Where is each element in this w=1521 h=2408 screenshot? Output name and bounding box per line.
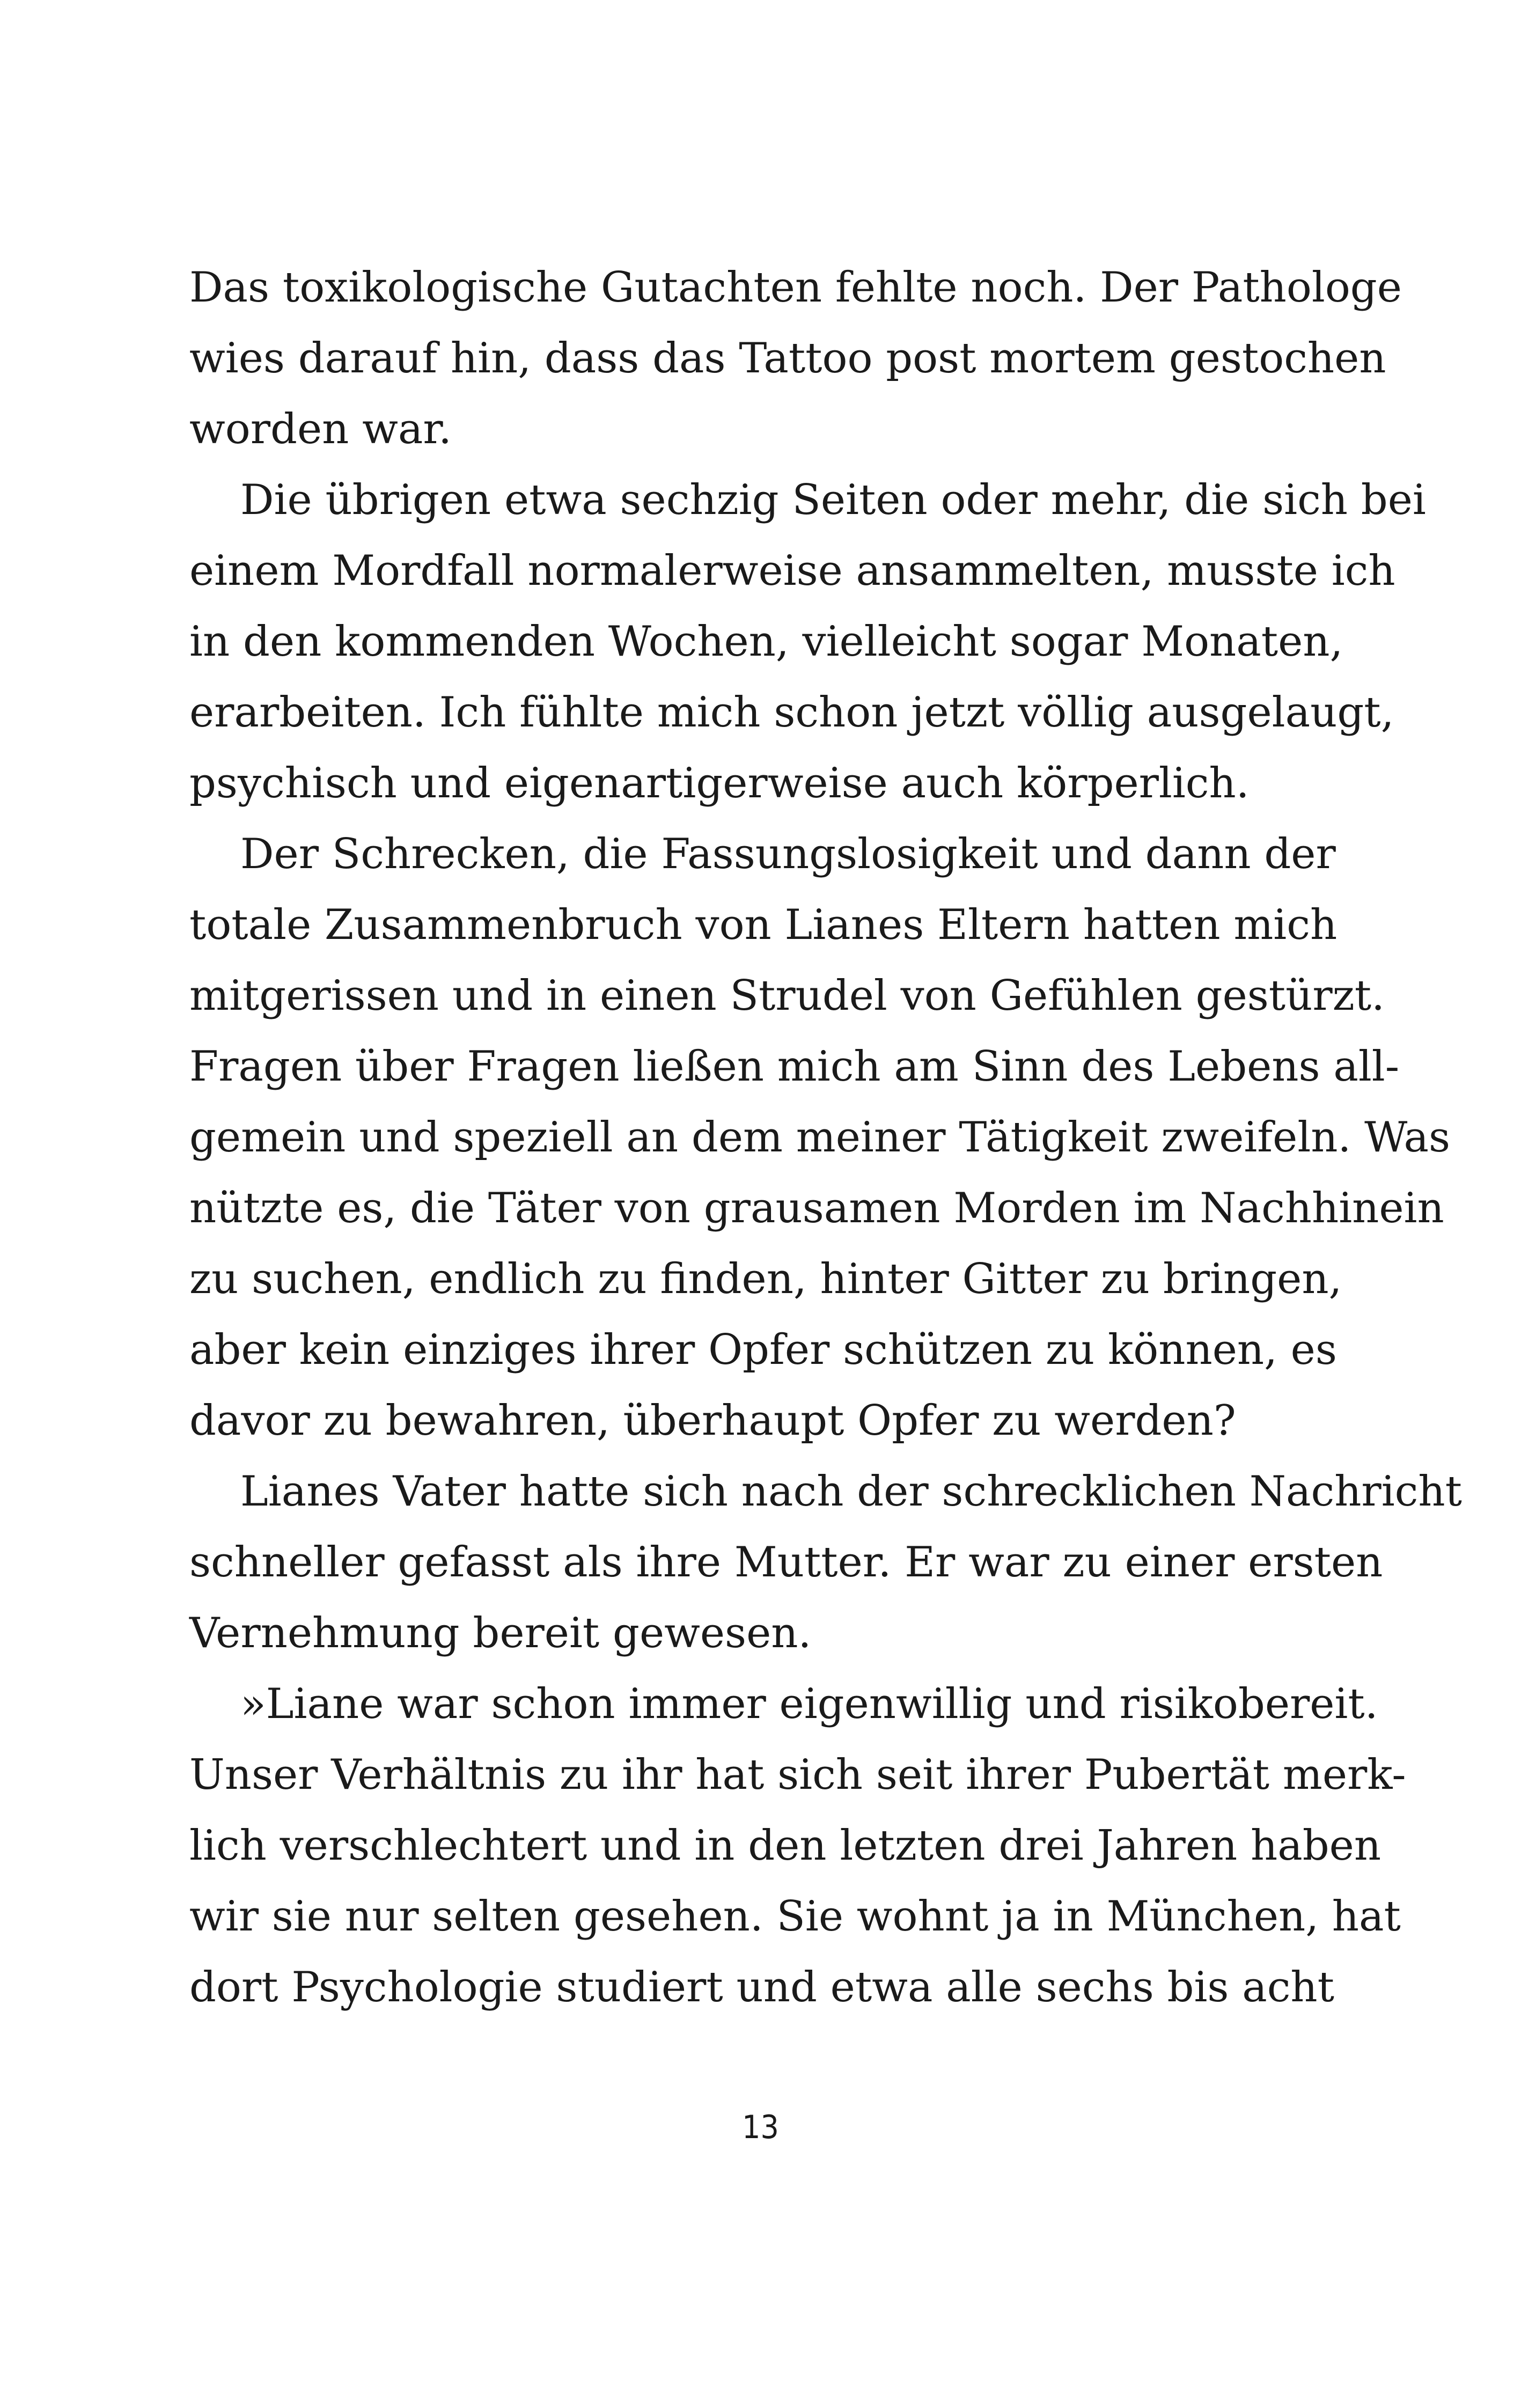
- text-line: Vernehmung bereit gewesen.: [189, 1609, 812, 1657]
- text-line: davor zu bewahren, überhaupt Opfer zu werden?: [189, 1397, 1236, 1445]
- text-line: zu suchen, endlich zu finden, hinter Gitter zu bringen,: [189, 1255, 1342, 1303]
- text-line: Die übrigen etwa sechzig Seiten oder mehr, die sich bei: [240, 476, 1426, 524]
- text-line: Unser Verhältnis zu ihr hat sich seit ihrer Pubertät merk-: [189, 1751, 1406, 1799]
- text-line: totale Zusammenbruch von Lianes Eltern hatten mich: [189, 901, 1338, 949]
- text-line: lich verschlechtert und in den letzten drei Jahren haben: [189, 1822, 1382, 1870]
- text-line: psychisch und eigenartigerweise auch körperlich.: [189, 759, 1250, 807]
- text-line: einem Mordfall normalerweise ansammelten, musste ich: [189, 547, 1395, 595]
- text-line: in den kommenden Wochen, vielleicht sogar Monaten,: [189, 618, 1343, 666]
- text-line: wies darauf hin, dass das Tattoo post mortem gestochen: [189, 334, 1386, 383]
- text-line: schneller gefasst als ihre Mutter. Er war zu einer ersten: [189, 1538, 1383, 1587]
- page-number: 13: [742, 2109, 779, 2146]
- text-line: mitgerissen und in einen Strudel von Gefühlen gestürzt.: [189, 972, 1385, 1020]
- text-line: »Liane war schon immer eigenwillig und risikobereit.: [240, 1680, 1378, 1728]
- text-line: erarbeiten. Ich fühlte mich schon jetzt völlig ausgelaugt,: [189, 688, 1394, 737]
- text-line: Das toxikologische Gutachten fehlte noch. Der Pathologe: [189, 263, 1402, 312]
- text-line: gemein und speziell an dem meiner Tätigkeit zweifeln. Was: [189, 1113, 1451, 1162]
- text-line: Fragen über Fragen ließen mich am Sinn des Lebens all-: [189, 1043, 1400, 1091]
- text-line: Lianes Vater hatte sich nach der schrecklichen Nachricht: [240, 1467, 1462, 1516]
- text-line: worden war.: [189, 405, 452, 453]
- text-line: wir sie nur selten gesehen. Sie wohnt ja in München, hat: [189, 1892, 1401, 1941]
- text-line: aber kein einziges ihrer Opfer schützen zu können, es: [189, 1326, 1337, 1374]
- text-line: nützte es, die Täter von grausamen Morden im Nachhinein: [189, 1184, 1444, 1232]
- body-text: [189, 252, 1462, 2023]
- text-line: dort Psychologie studiert und etwa alle sechs bis acht: [189, 1963, 1334, 2011]
- text-line: Der Schrecken, die Fassungslosigkeit und dann der: [240, 830, 1336, 878]
